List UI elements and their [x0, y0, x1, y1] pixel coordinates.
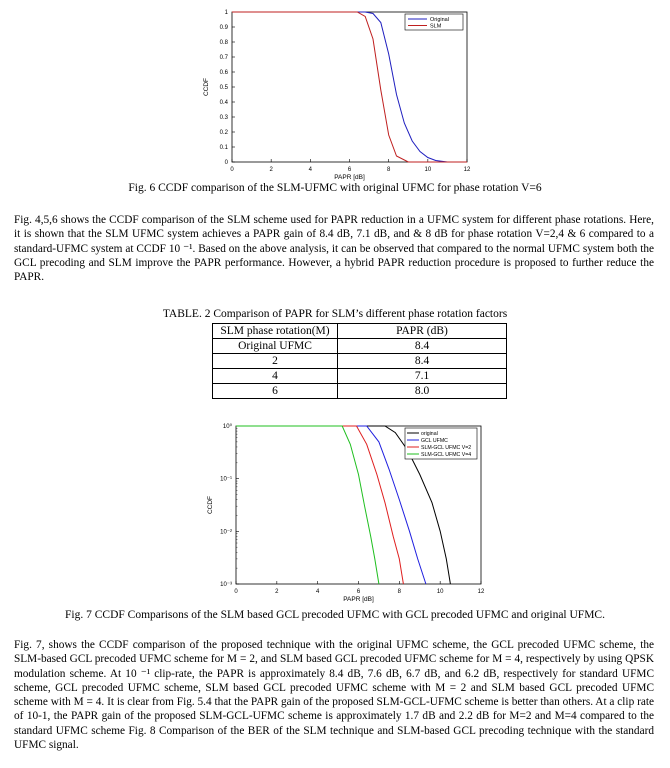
y-tick-label: 0: [224, 160, 228, 166]
x-tick-label: 0: [230, 167, 234, 173]
table-header-cell: SLM phase rotation(M): [213, 324, 338, 339]
paragraph-1: Fig. 4,5,6 shows the CCDF comparison of the SLM scheme used for PAPR reduction in a UFMC system for different phase rotations. Here, it is shown that the SLM UFMC system achieves a PAPR gain of 8.4 dB, 7.1 dB, and & 8 dB for phase rotation V=2,4 & 6 compared to a standard-UFMC system at CCDF 10 ⁻¹. Based on the above analysis, it can be observed that compared to the normal UFMC system both the GCL precoding and SLM improve the PAPR performance. However, a hybrid PAPR reduction procedure is proposed to further reduce the PAPR.: [14, 214, 654, 284]
table-row: [213, 369, 507, 384]
figure-7-caption: Fig. 7 CCDF Comparisons of the SLM based GCL precoded UFMC with GCL precoded UFMC and original UFMC.: [65, 609, 605, 621]
x-tick-label: 12: [477, 589, 485, 595]
table-2: [212, 323, 507, 399]
x-tick-label: 4: [308, 167, 313, 173]
x-axis-label: PAPR [dB]: [343, 596, 374, 603]
x-tick-label: 12: [463, 167, 471, 173]
y-tick-label: 10⁻¹: [220, 476, 232, 483]
table-cell: 7.1: [338, 369, 507, 384]
x-tick-label: 0: [234, 589, 238, 595]
y-tick-label: 1: [224, 10, 228, 16]
x-tick-label: 2: [269, 167, 273, 173]
y-axis-label: CCDF: [203, 77, 210, 97]
y-tick-label: 0.1: [219, 145, 228, 151]
table-header-row: [213, 324, 507, 339]
y-tick-label: 10⁻²: [220, 529, 232, 536]
y-tick-label: 0.4: [219, 100, 228, 106]
table-header-cell: PAPR (dB): [338, 324, 507, 339]
legend-label: original: [421, 431, 438, 437]
x-tick-label: 6: [356, 589, 361, 595]
table-cell: 2: [213, 354, 338, 369]
table-row: [213, 384, 507, 399]
table-2-title: TABLE. 2 Comparison of PAPR for SLM’s different phase rotation factors: [162, 308, 508, 320]
legend-label: Original: [430, 17, 449, 23]
y-tick-label: 10⁻³: [220, 582, 232, 588]
y-tick-label: 0.3: [219, 115, 228, 121]
y-tick-label: 0.8: [219, 40, 228, 46]
figure-6-chart: [195, 4, 475, 182]
x-axis-label: PAPR [dB]: [334, 174, 365, 181]
plot-area: [232, 12, 467, 162]
y-tick-label: 10⁰: [222, 424, 232, 430]
legend-label: GCL UFMC: [421, 438, 448, 444]
y-tick-label: 0.9: [219, 25, 228, 31]
table-row: [213, 354, 507, 369]
table-cell: 4: [213, 369, 338, 384]
y-tick-label: 0.7: [219, 55, 228, 61]
figure-7-chart: [200, 420, 495, 608]
table-cell: 6: [213, 384, 338, 399]
legend-label: SLM: [430, 23, 442, 30]
figure-6-caption: Fig. 6 CCDF comparison of the SLM-UFMC with original UFMC for phase rotation V=6: [128, 182, 542, 194]
y-tick-label: 0.5: [219, 85, 228, 91]
legend-label: SLM-GCL UFMC V=2: [421, 445, 472, 451]
y-tick-label: 0.6: [219, 70, 228, 76]
x-tick-label: 8: [397, 589, 402, 595]
x-tick-label: 10: [424, 167, 432, 173]
table-cell: 8.4: [338, 339, 507, 354]
x-tick-label: 2: [275, 589, 279, 595]
legend-label: SLM-GCL UFMC V=4: [421, 452, 472, 458]
paragraph-2: Fig. 7, shows the CCDF comparison of the proposed technique with the original UFMC scheme, the GCL precoded UFMC scheme, the SLM-based GCL precoded UFMC scheme for M = 2, and SLM based GCL precoded UFMC scheme for M = 4, respectively by using QPSK modulation scheme. At 10 ⁻¹ clip-rate, the PAPR is approximately 8.4 dB, 7.6 dB, 6.7 dB, and 6.2 dB, respectively for standard UFMC scheme, GCL precoded UFMC scheme, SLM based GCL precoded UFMC scheme with M = 2 and SLM based GCL precoded UFMC scheme with M = 4. It is clear from Fig. 5.4 that the PAPR gain of the proposed SLM-GCL-UFMC scheme is better than others. At a clip rate of 10-1, the PAPR gain of the proposed SLM-GCL-UFMC scheme is approximately 1.7 dB and 2.2 dB for M=2 and M=4 compared to the standard UFMC scheme Fig. 8 Comparison of the BER of the SLM technique and SLM-based GCL precoding technique with the standard UFMC signal.: [14, 639, 654, 752]
table-cell: 8.0: [338, 384, 507, 399]
x-tick-label: 10: [436, 589, 444, 595]
x-tick-label: 6: [347, 167, 352, 173]
table-cell: 8.4: [338, 354, 507, 369]
table-row: [213, 339, 507, 354]
y-axis-label: CCDF: [207, 495, 214, 515]
table-cell: Original UFMC: [213, 339, 338, 354]
y-tick-label: 0.2: [219, 130, 228, 136]
x-tick-label: 8: [386, 167, 391, 173]
x-tick-label: 4: [315, 589, 320, 595]
